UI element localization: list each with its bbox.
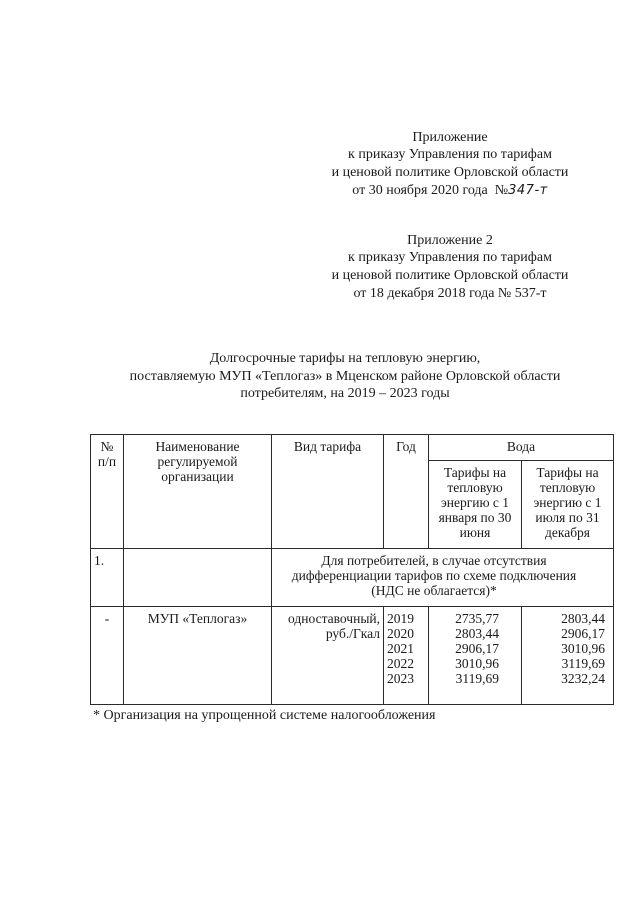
- row-tariff-h2: [522, 607, 614, 705]
- year-cell: 2021: [387, 641, 414, 656]
- row-years: [384, 607, 429, 705]
- year-cell: 2019: [387, 611, 414, 626]
- tariff-table: [90, 434, 614, 705]
- appendix-line-3: и ценовой политике Орловской области: [331, 165, 569, 180]
- year-cell: 2020: [387, 626, 414, 641]
- tariff-value: 3232,24: [561, 671, 606, 686]
- header-type: Вид тарифа: [272, 435, 384, 549]
- footnote: * Организация на упрощенной системе налогообложения: [93, 708, 436, 723]
- tariff-value: 3119,69: [455, 671, 499, 686]
- tariff-value: 3119,69: [561, 656, 606, 671]
- section-text: Для потребителей, в случае отсутствия дифференциации тарифов по схеме подключения (НДС не облагается)*: [272, 549, 614, 607]
- appendix-date: от 30 ноября 2020 года: [352, 183, 488, 198]
- header-num: № п/п: [91, 435, 124, 549]
- table-section-row: [91, 549, 614, 607]
- appendix2-title: Приложение 2: [407, 233, 493, 248]
- row-num: -: [91, 607, 124, 705]
- tariff-value: 2803,44: [455, 626, 499, 641]
- doc-title-line-2: поставляемую МУП «Теплогаз» в Мценском районе Орловской области: [129, 369, 561, 384]
- header-org: Наименование регулируемой организации: [124, 435, 272, 549]
- year-cell: 2023: [387, 671, 414, 686]
- appendix-line-2: к приказу Управления по тарифам: [348, 147, 552, 162]
- table-row: [91, 607, 614, 705]
- header-water: Вода: [429, 435, 614, 461]
- doc-title-line-3: потребителям, на 2019 – 2023 годы: [240, 386, 450, 401]
- doc-title-line-1: Долгосрочные тарифы на тепловую энергию,: [209, 351, 481, 366]
- section-num: 1.: [91, 549, 124, 607]
- tariff-value: 2906,17: [455, 641, 499, 656]
- order-number-label: №: [494, 183, 509, 198]
- appendix2-date-line: от 18 декабря 2018 года № 537-т: [353, 286, 547, 301]
- header-tariff-h2: Тарифы на тепловую энергию с 1 июля по 31 декабря: [522, 461, 614, 549]
- appendix2-line-2: к приказу Управления по тарифам: [348, 250, 552, 265]
- header-year: Год: [384, 435, 429, 549]
- tariff-value: 2735,77: [455, 611, 499, 626]
- handwritten-order-number: 347-т: [508, 183, 548, 198]
- appendix-date-line: [320, 183, 580, 199]
- year-cell: 2022: [387, 656, 414, 671]
- row-type: одноставочный, руб./Гкал: [272, 607, 384, 705]
- tariff-value: 3010,96: [561, 641, 606, 656]
- tariff-value: 2803,44: [561, 611, 606, 626]
- tariff-value: 2906,17: [561, 626, 606, 641]
- table-header-row: [91, 435, 614, 461]
- appendix-title: Приложение: [412, 130, 488, 145]
- appendix2-line-3: и ценовой политике Орловской области: [331, 268, 569, 283]
- row-org: МУП «Теплогаз»: [124, 607, 272, 705]
- tariff-value: 3010,96: [455, 656, 499, 671]
- section-empty: [124, 549, 272, 607]
- header-tariff-h1: Тарифы на тепловую энергию с 1 января по 30 июня: [429, 461, 522, 549]
- row-tariff-h1: [429, 607, 522, 705]
